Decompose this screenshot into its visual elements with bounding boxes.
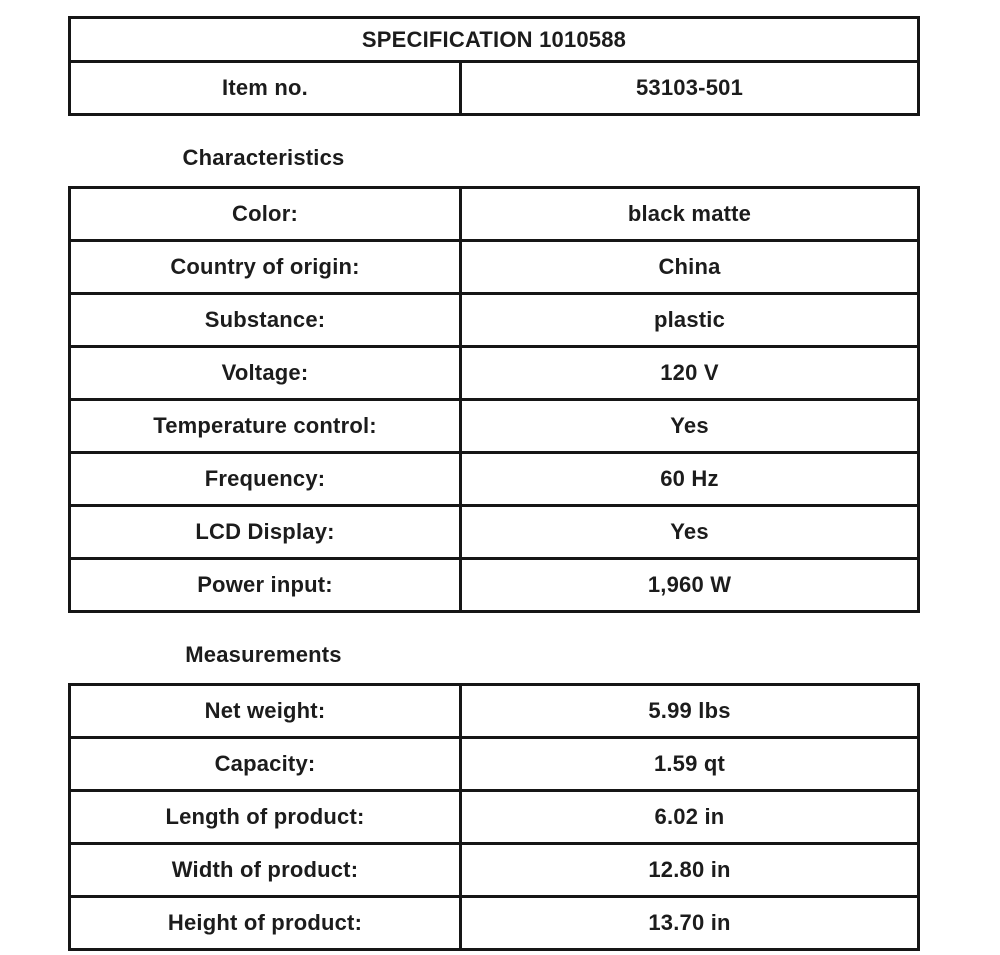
row-label: Net weight: (70, 685, 461, 738)
measurement-row (70, 844, 919, 897)
row-value: Yes (461, 400, 919, 453)
measurement-row (70, 685, 919, 738)
characteristic-row (70, 294, 919, 347)
characteristic-row (70, 506, 919, 559)
row-label: Voltage: (70, 347, 461, 400)
row-label: Height of product: (70, 897, 461, 950)
row-value: 1,960 W (461, 559, 919, 612)
row-label: Width of product: (70, 844, 461, 897)
measurements-heading: Measurements (185, 642, 342, 667)
row-label: Substance: (70, 294, 461, 347)
row-label: Temperature control: (70, 400, 461, 453)
row-value: black matte (461, 188, 919, 241)
row-value: 60 Hz (461, 453, 919, 506)
item-no-row (70, 62, 919, 115)
spec-header-table (68, 16, 920, 116)
row-label: Power input: (70, 559, 461, 612)
row-label: Country of origin: (70, 241, 461, 294)
spec-title-row (70, 18, 919, 62)
characteristic-row (70, 400, 919, 453)
row-label: Length of product: (70, 791, 461, 844)
item-no-value: 53103-501 (461, 62, 919, 115)
row-value: 120 V (461, 347, 919, 400)
measurement-row (70, 791, 919, 844)
row-value: 6.02 in (461, 791, 919, 844)
row-value: 13.70 in (461, 897, 919, 950)
measurement-row (70, 897, 919, 950)
spec-title: SPECIFICATION 1010588 (70, 18, 919, 62)
characteristic-row (70, 559, 919, 612)
characteristics-table (68, 186, 920, 613)
row-label: Frequency: (70, 453, 461, 506)
row-value: plastic (461, 294, 919, 347)
characteristic-row (70, 188, 919, 241)
row-label: LCD Display: (70, 506, 461, 559)
characteristics-heading: Characteristics (182, 145, 345, 170)
row-value: 1.59 qt (461, 738, 919, 791)
row-value: 12.80 in (461, 844, 919, 897)
characteristic-row (70, 453, 919, 506)
row-value: China (461, 241, 919, 294)
characteristic-row (70, 241, 919, 294)
measurements-table (68, 683, 920, 951)
row-value: Yes (461, 506, 919, 559)
measurement-row (70, 738, 919, 791)
item-no-label: Item no. (70, 62, 461, 115)
row-value: 5.99 lbs (461, 685, 919, 738)
row-label: Color: (70, 188, 461, 241)
characteristic-row (70, 347, 919, 400)
row-label: Capacity: (70, 738, 461, 791)
